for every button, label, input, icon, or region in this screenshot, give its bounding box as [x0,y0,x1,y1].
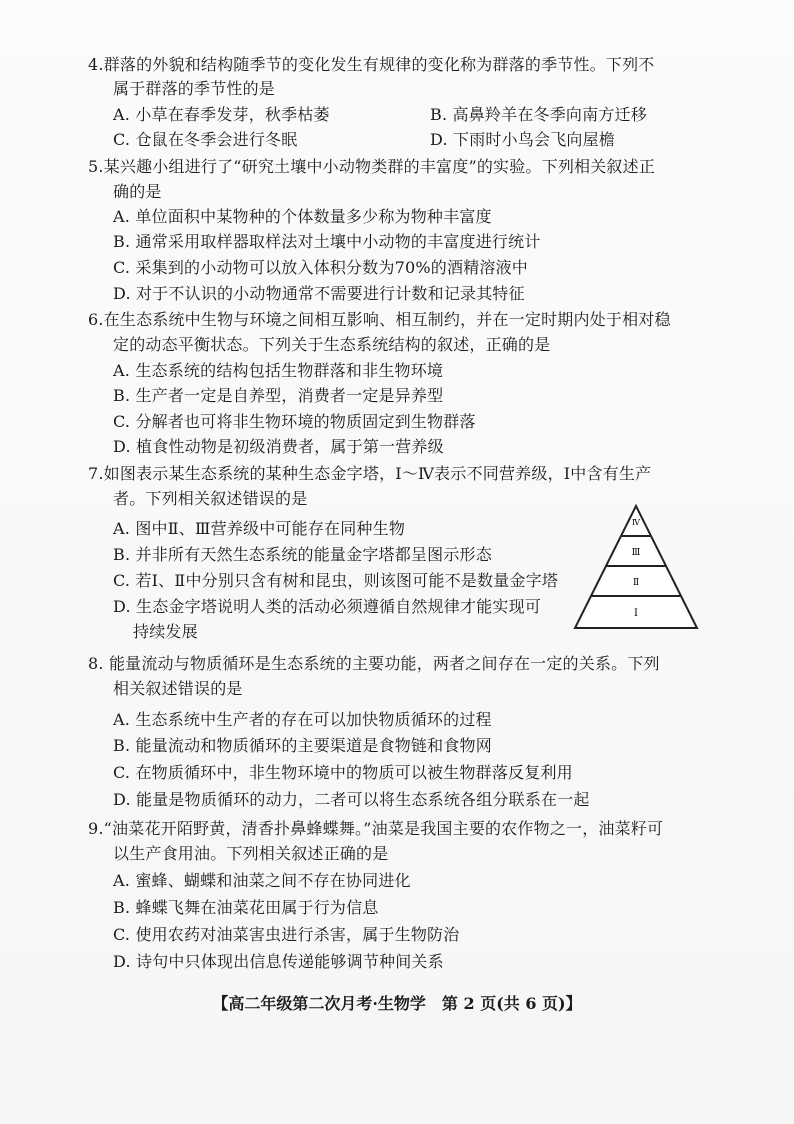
q9-option-c: C. 使用农药对油菜害虫进行杀害，属于生物防治 [113,925,460,944]
q8-option-a: A. 生态系统中生产者的存在可以加快物质循环的过程 [113,710,492,729]
pyramid-level-ii-label: Ⅱ [632,578,640,588]
q5-stem-line-2: 确的是 [113,182,162,201]
q6-option-a: A. 生态系统的结构包括生物群落和非生物环境 [113,361,444,380]
q8-option-d: D. 能量是物质循环的动力，二者可以将生态系统各组分联系在一起 [113,790,590,809]
q4-stem-line-1: 4.群落的外貌和结构随季节的变化发生有规律的变化称为群落的季节性。下列不 [88,55,655,74]
q9-stem-line-1: 9.“油菜花开陌野黄，清香扑鼻蜂蝶舞。”油菜是我国主要的农作物之一，油菜籽可 [88,819,664,838]
q8-option-b: B. 能量流动和物质循环的主要渠道是食物链和食物网 [113,736,492,755]
q4-stem-line-2: 属于群落的季节性的是 [113,79,276,98]
q6-stem-line-1: 6.在生态系统中生物与环境之间相互影响、相互制约，并在一定时期内处于相对稳 [88,310,671,329]
q5-option-b: B. 通常采用取样器取样法对土壤中小动物的丰富度进行统计 [113,232,541,251]
pyramid-level-iv-label: Ⅳ [632,518,640,527]
q9-option-b: B. 蜂蝶飞舞在油菜花田属于行为信息 [113,898,379,917]
q6-option-d: D. 植食性动物是初级消费者，属于第一营养级 [113,437,444,456]
q7-option-d-line-2: 持续发展 [133,622,198,641]
q6-stem-line-2: 定的动态平衡状态。下列关于生态系统结构的叙述，正确的是 [113,335,551,354]
q7-option-c: C. 若Ⅰ、Ⅱ中分别只含有树和昆虫，则该图可能不是数量金字塔 [113,571,559,590]
q4-option-c: C. 仓鼠在冬季会进行冬眠 [113,130,298,149]
q4-option-b: B. 高鼻羚羊在冬季向南方迁移 [430,105,647,124]
q5-stem-line-1: 5.某兴趣小组进行了“研究土壤中小动物类群的丰富度”的实验。下列相关叙述正 [88,157,656,176]
q9-stem-line-2: 以生产食用油。下列相关叙述正确的是 [113,844,389,863]
q7-option-a: A. 图中Ⅱ、Ⅲ营养级中可能存在同种生物 [113,519,406,538]
q7-stem-line-2: 者。下列相关叙述错误的是 [113,489,308,508]
q4-option-a: A. 小草在春季发芽，秋季枯萎 [113,105,330,124]
q6-option-b: B. 生产者一定是自养型，消费者一定是异养型 [113,386,444,405]
pyramid-level-i-label: Ⅰ [634,608,638,619]
q7-option-d-line-1: D. 生态金字塔说明人类的活动必须遵循自然规律才能实现可 [113,597,542,616]
page-footer: 【高二年级第二次月考·生物学 第 2 页(共 6 页)】 [212,994,582,1013]
q9-option-a: A. 蜜蜂、蝴蝶和油菜之间不存在协同进化 [113,871,411,890]
q5-option-a: A. 单位面积中某物种的个体数量多少称为物种丰富度 [113,207,492,226]
q8-option-c: C. 在物质循环中，非生物环境中的物质可以被生物群落反复利用 [113,763,573,782]
q9-option-d: D. 诗句中只体现出信息传递能够调节种间关系 [113,952,444,971]
q4-option-d: D. 下雨时小鸟会飞向屋檐 [430,130,616,149]
q8-stem-line-2: 相关叙述错误的是 [113,679,243,698]
q7-stem-line-1: 7.如图表示某生态系统的某种生态金字塔，Ⅰ～Ⅳ表示不同营养级，Ⅰ中含有生产 [88,464,652,483]
q5-option-c: C. 采集到的小动物可以放入体积分数为70%的酒精溶液中 [113,258,529,277]
ecological-pyramid-figure [573,504,699,630]
q8-stem-line-1: 8. 能量流动与物质循环是生态系统的主要功能，两者之间存在一定的关系。下列 [88,654,660,673]
q7-option-b: B. 并非所有天然生态系统的能量金字塔都呈图示形态 [113,545,492,564]
pyramid-level-iii-label: Ⅲ [631,548,641,558]
q5-option-d: D. 对于不认识的小动物通常不需要进行计数和记录其特征 [113,284,525,303]
q6-option-c: C. 分解者也可将非生物环境的物质固定到生物群落 [113,412,476,431]
